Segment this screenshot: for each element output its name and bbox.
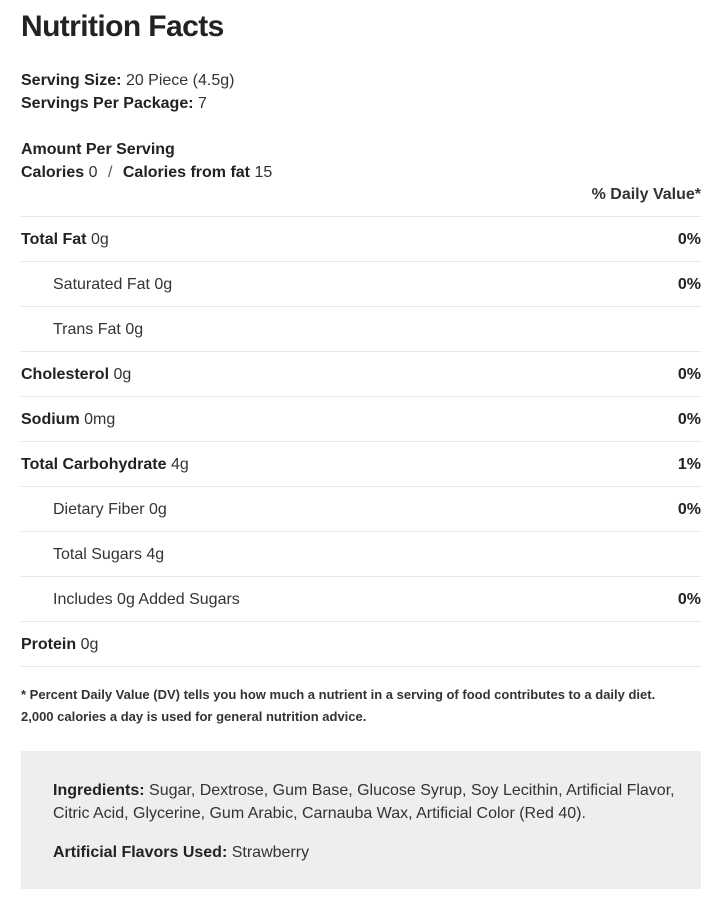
artificial-flavors-value: Strawberry [231, 844, 310, 861]
nutrient-row-added-sugars: Includes 0g Added Sugars 0% [21, 577, 701, 622]
footnote-line-1: * Percent Daily Value (DV) tells you how much a nutrient in a serving of food contributes to a daily diet. [21, 687, 656, 702]
nutrient-row-cholesterol: Cholesterol 0g 0% [21, 352, 701, 397]
daily-value-percent: 0% [677, 591, 701, 608]
footnote-line-2: 2,000 calories a day is used for general nutrition advice. [21, 709, 367, 724]
daily-value-percent: 0% [677, 231, 701, 248]
daily-value-header: % Daily Value* [591, 186, 701, 203]
serving-size-line [21, 70, 234, 92]
serving-size-label: Serving Size: [21, 72, 122, 89]
nutrient-row-trans-fat: Trans Fat 0g [21, 307, 701, 352]
servings-per-package-label: Servings Per Package: [21, 95, 194, 112]
nutrient-row-protein: Protein 0g [21, 622, 701, 667]
ingredients-list: Sugar, Dextrose, Gum Base, Glucose Syrup, Soy Lecithin, Artificial Flavor, Citric Acid, Glycerine, Gum Arabic, Carnauba Wax, Artificial Color (Red 40). [53, 782, 675, 822]
nutrient-row-sodium: Sodium 0mg 0% [21, 397, 701, 442]
nutrient-row-total-sugars: Total Sugars 4g [21, 532, 701, 577]
calories-from-fat-label: Calories from fat [122, 164, 250, 181]
nutrient-row-total-fat: Total Fat 0g 0% [21, 217, 701, 262]
ingredients-label: Ingredients: [53, 782, 145, 799]
nutrient-row-total-carbohydrate: Total Carbohydrate 4g 1% [21, 442, 701, 487]
daily-value-percent: 0% [677, 501, 701, 518]
servings-per-package-line [21, 93, 207, 115]
daily-value-percent: 0% [677, 276, 701, 293]
page-title: Nutrition Facts [21, 10, 224, 43]
nutrient-row-dietary-fiber: Dietary Fiber 0g 0% [21, 487, 701, 532]
daily-value-percent: 1% [677, 456, 701, 473]
nutrient-table [21, 216, 701, 667]
calories-from-fat-value: 15 [254, 164, 273, 181]
amount-per-serving-heading: Amount Per Serving [21, 141, 175, 158]
ingredients-box [21, 751, 701, 889]
serving-size-value: 20 Piece (4.5g) [125, 72, 235, 89]
ingredients-text [53, 779, 683, 825]
daily-value-percent: 0% [677, 411, 701, 428]
artificial-flavors-label: Artificial Flavors Used: [53, 844, 228, 861]
servings-per-package-value: 7 [198, 95, 207, 112]
daily-value-footnote [21, 684, 706, 728]
nutrient-row-saturated-fat: Saturated Fat 0g 0% [21, 262, 701, 307]
calories-separator: / [107, 164, 113, 181]
calories-label: Calories [21, 164, 85, 181]
daily-value-percent: 0% [677, 366, 701, 383]
artificial-flavors-line [53, 842, 309, 864]
calories-line [21, 162, 272, 184]
calories-value: 0 [88, 164, 98, 181]
